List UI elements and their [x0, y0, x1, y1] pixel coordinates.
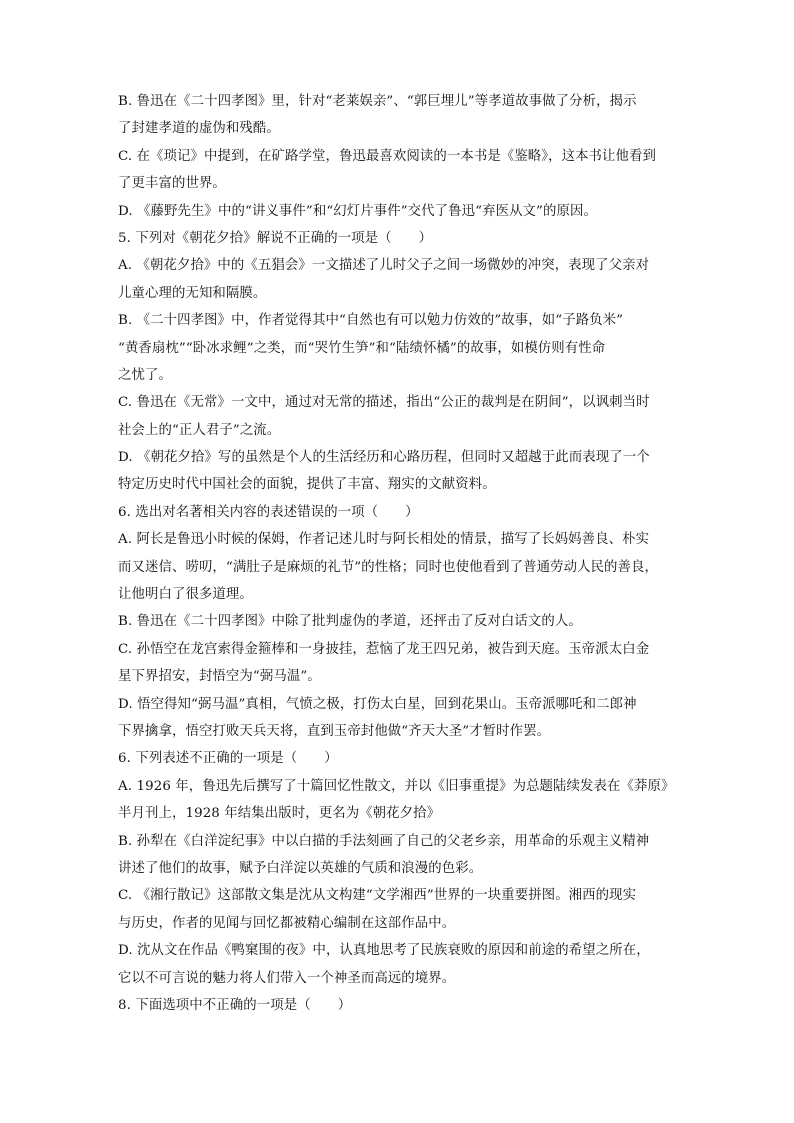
text-line: B. 鲁迅在《二十四孝图》里，针对“老莱娱亲”、“郭巨埋儿”等孝道故事做了分析，揭示: [118, 94, 637, 109]
text-line: 之忧了。: [118, 367, 172, 383]
text-line: A. 阿长是鲁迅小时候的保姆，作者记述儿时与阿长相处的情景，描写了长妈妈善良、朴实: [118, 532, 650, 548]
text-line: 它以不可言说的魅力将人们带入一个神圣而高远的境界。: [118, 970, 456, 986]
question-heading: 6. 下列表述不正确的一项是（ ）: [118, 751, 338, 767]
text-line: C. 《湘行散记》这部散文集是沈从文构建“文学湘西”世界的一块重要拼图。湘西的现实: [118, 888, 637, 904]
text-line: 与历史，作者的见闻与回忆都被精心编制在这部作品中。: [118, 915, 456, 931]
text-line: B. 《二十四孝图》中，作者觉得其中“自然也有可以勉力仿效的”故事，如“子路负米”: [118, 313, 624, 329]
text-line: 而又迷信、唠叨，“满肚子是麻烦的礼节”的性格；同时也使他看到了普通劳动人民的善良，: [118, 559, 659, 575]
text-line: B. 鲁迅在《二十四孝图》中除了批判虚伪的孝道，还抨击了反对白话文的人。: [118, 614, 582, 630]
text-line: D. 沈从文在作品《鸭窠围的夜》中，认真地思考了民族衰败的原因和前途的希望之所在，: [118, 943, 650, 959]
text-line: 半月刊上，1928 年结集出版时，更名为《朝花夕拾》: [118, 806, 441, 822]
text-line: C. 鲁迅在《无常》一文中，通过对无常的描述，指出“公正的裁判是在阴间”，以讽刺当时: [118, 395, 650, 411]
text-line: A. 1926 年，鲁迅先后撰写了十篇回忆性散文，并以《旧事重提》为总题陆续发表在《莽原》: [118, 778, 675, 794]
text-line: 儿童心理的无知和隔膜。: [118, 285, 267, 301]
text-line: D. 悟空得知“弼马温”真相，气愤之极，打伤太白星，回到花果山。玉帝派哪吒和二郎神: [118, 696, 637, 712]
text-line: 让他明白了很多道理。: [118, 587, 253, 603]
text-line: C. 孙悟空在龙宫索得金箍棒和一身披挂，惹恼了龙王四兄弟，被告到天庭。玉帝派太白金: [118, 641, 650, 657]
document-page: [118, 88, 683, 1019]
question-heading: 8. 下面选项中不正确的一项是（ ）: [118, 997, 352, 1013]
question-heading: 5. 下列对《朝花夕拾》解说不正确的一项是（ ）: [118, 230, 433, 246]
text-line: C. 在《琐记》中提到，在矿路学堂，鲁迅最喜欢阅读的一本书是《鉴略》，这本书让他看到: [118, 148, 657, 164]
text-line: 讲述了他们的故事，赋予白洋淀以英雄的气质和浪漫的色彩。: [118, 860, 483, 876]
question-heading: 6. 选出对名著相关内容的表述错误的一项（ ）: [118, 504, 419, 520]
text-line: 了更丰富的世界。: [118, 176, 226, 192]
text-line: D. 《朝花夕拾》写的虽然是个人的生活经历和心路历程，但同时又超越于此而表现了一个: [118, 450, 650, 466]
text-line: B. 孙犁在《白洋淀纪事》中以白描的手法刻画了自己的父老乡亲，用革命的乐观主义精神: [118, 833, 650, 849]
text-line: D. 《藤野先生》中的“讲义事件”和“幻灯片事件”交代了鲁迅“弃医从文”的原因。: [118, 203, 597, 219]
text-line: 下界擒拿，悟空打败天兵天将，直到玉帝封他做“齐天大圣”才暂时作罢。: [118, 723, 551, 739]
text-line: “黄香扇枕”“卧冰求鲤”之类，而“哭竹生笋”和“陆绩怀橘”的故事，如模仿则有性命: [118, 340, 606, 356]
text-line: A. 《朝花夕拾》中的《五猖会》一文描述了儿时父子之间一场微妙的冲突，表现了父亲对: [118, 258, 650, 274]
text-line: 星下界招安，封悟空为“弼马温”。: [118, 669, 321, 685]
text-line: 了封建孝道的虚伪和残酷。: [118, 121, 280, 137]
text-line: 社会上的“正人君子”之流。: [118, 422, 281, 438]
text-line: 特定历史时代中国社会的面貌，提供了丰富、翔实的文献资料。: [118, 477, 496, 493]
